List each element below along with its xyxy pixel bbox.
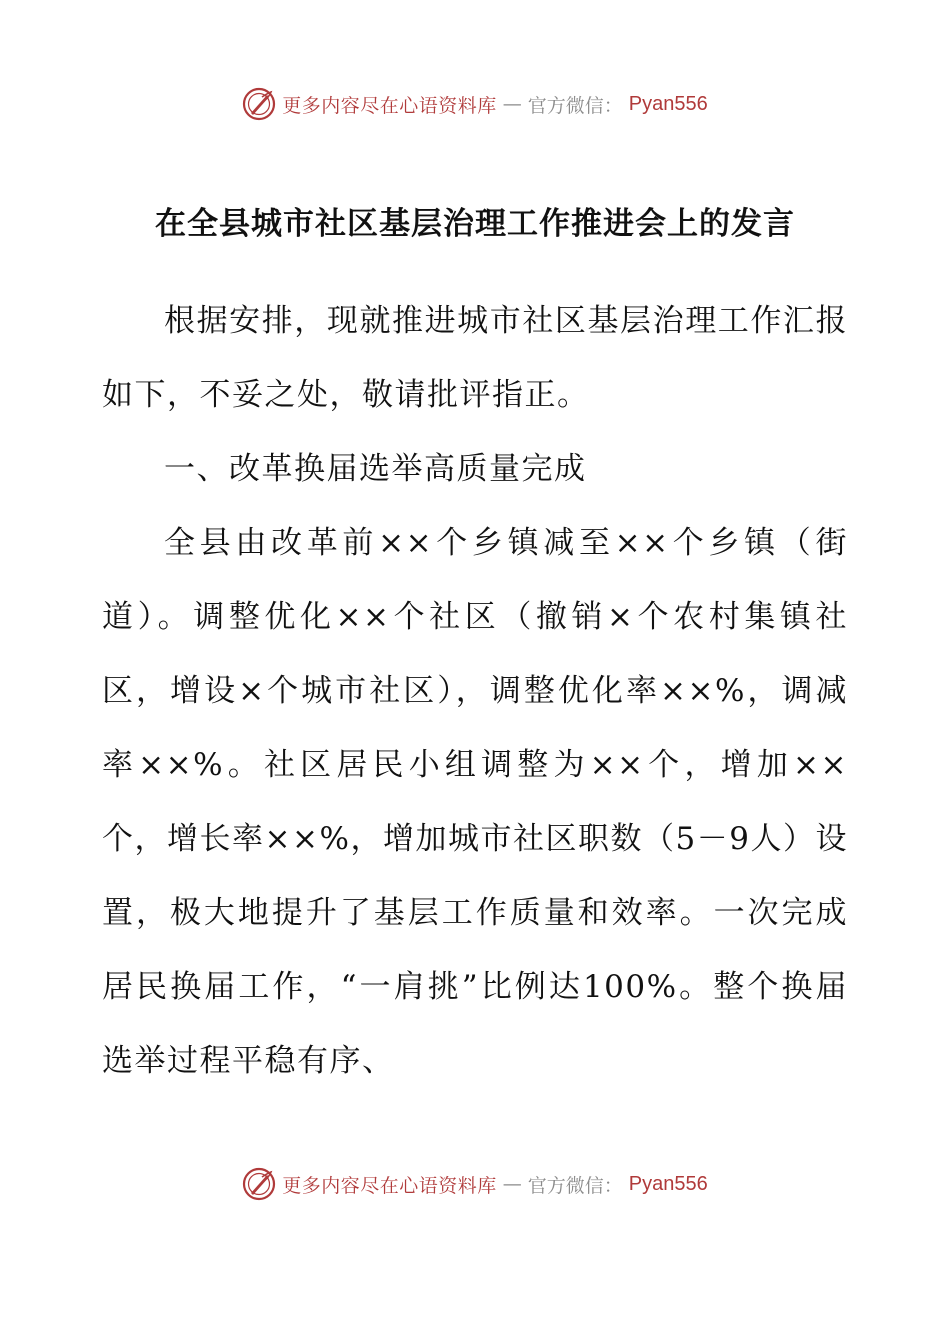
section-heading: 一、改革换届选举高质量完成	[164, 451, 587, 487]
wechat-id: Pyan556	[628, 92, 708, 115]
wechat-label: 官方微信：	[527, 1174, 623, 1197]
dash-separator: —	[502, 93, 522, 115]
wechat-id: Pyan556	[628, 1172, 708, 1195]
intro-paragraph: 根据安排，现就推进城市社区基层治理工作汇报如下，不妥之处，敬请批评指正。	[102, 303, 848, 413]
dash-separator: —	[502, 1173, 522, 1195]
promo-text: 更多内容尽在心语资料库	[282, 94, 497, 117]
header-banner	[0, 84, 950, 124]
document-title: 在全县城市社区基层治理工作推进会上的发言	[155, 206, 795, 242]
footer-banner	[0, 1164, 950, 1204]
wechat-label: 官方微信：	[527, 94, 623, 117]
quill-pen-logo-icon	[242, 87, 276, 121]
promo-text: 更多内容尽在心语资料库	[282, 1174, 497, 1197]
document-body	[102, 284, 848, 1098]
section-paragraph: 全县由改革前××个乡镇减至××个乡镇（街道）。调整优化××个社区（撤销×个农村集镇社区，增设×个城市社区），调整优化率××%，调减率××%。社区居民小组调整为××个，增加××个，增长率××%，增加城市社区职数（5－9人）设置，极大地提升了基层工作质量和效率。一次完成居民换届工作，“一肩挑”比例达100%。整个换届选举过程平稳有序、	[102, 525, 848, 1079]
quill-pen-logo-icon	[242, 1167, 276, 1201]
